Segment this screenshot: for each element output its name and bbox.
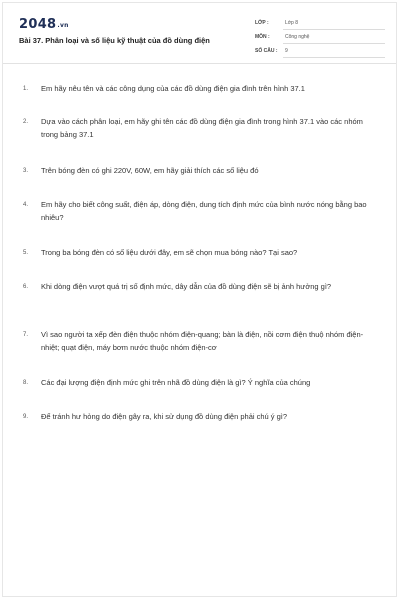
page-title: Bài 37. Phân loại và số liệu kỹ thuật của đồ dùng điện [19,36,210,45]
class-label: LỚP : [255,20,269,26]
subject-value: Công nghệ [285,34,310,40]
subject-underline [283,43,385,44]
question-text: Em hãy nêu tên và các công dụng của các đồ dùng điện gia đình trên hình 37.1 [41,84,305,93]
question-text: Khi dòng điện vượt quá trị số định mức, dây dẫn của đồ dùng điện sẽ bị ảnh hưởng gì? [41,282,332,291]
logo-text: 2048 [19,17,57,32]
question-text: Để tránh hư hỏng do điện gây ra, khi sử dụng đồ dùng điện phải chú ý gì? [41,412,288,421]
question-number: 4. [23,202,29,208]
question-count-value: 9 [285,48,288,54]
question-text: Vì sao người ta xếp đèn điện thuộc nhóm điện-quang; bàn là điện, nồi cơm điện thuộ nhóm điện-nhiệt; quạt điện, máy bơm nước thuộc nhóm điện-cơ [41,330,364,352]
question-number: 2. [23,119,29,125]
question-text: Các đại lượng điện định mức ghi trên nhã đồ dùng điện là gì? Ý nghĩa của chúng [41,378,311,387]
site-logo[interactable] [19,17,69,32]
logo-tld: .vn [57,22,69,29]
question-number: 9. [23,414,29,420]
question-number: 7. [23,332,29,338]
question-text: Dựa vào cách phân loại, em hãy ghi tên các đồ dùng điện gia đình trong hình 37.1 vào các nhóm trong bảng 37.1 [41,117,363,139]
subject-label: MÔN : [255,34,270,40]
class-underline [283,29,385,30]
question-number: 8. [23,380,29,386]
class-value: Lớp 8 [285,20,299,26]
question-number: 5. [23,250,29,256]
question-text: Em hãy cho biết công suất, điện áp, dòng điện, dung tích định mức của bình nước nóng bằng bao nhiêu? [41,200,367,222]
question-number: 3. [23,168,29,174]
question-count-underline [283,57,385,58]
question-count-row [255,45,385,59]
question-count-label: SỐ CÂU : [255,48,278,54]
question-text: Trong ba bóng đèn có số liệu dưới đây, em sẽ chọn mua bóng nào? Tại sao? [41,248,298,257]
class-row [255,17,385,31]
question-text: Trên bóng đèn có ghi 220V, 60W, em hãy giải thích các số liệu đó [41,166,259,175]
question-number: 6. [23,284,29,290]
question-number: 1. [23,86,29,92]
worksheet-header [3,3,396,64]
worksheet-page [2,2,397,597]
subject-row [255,31,385,45]
